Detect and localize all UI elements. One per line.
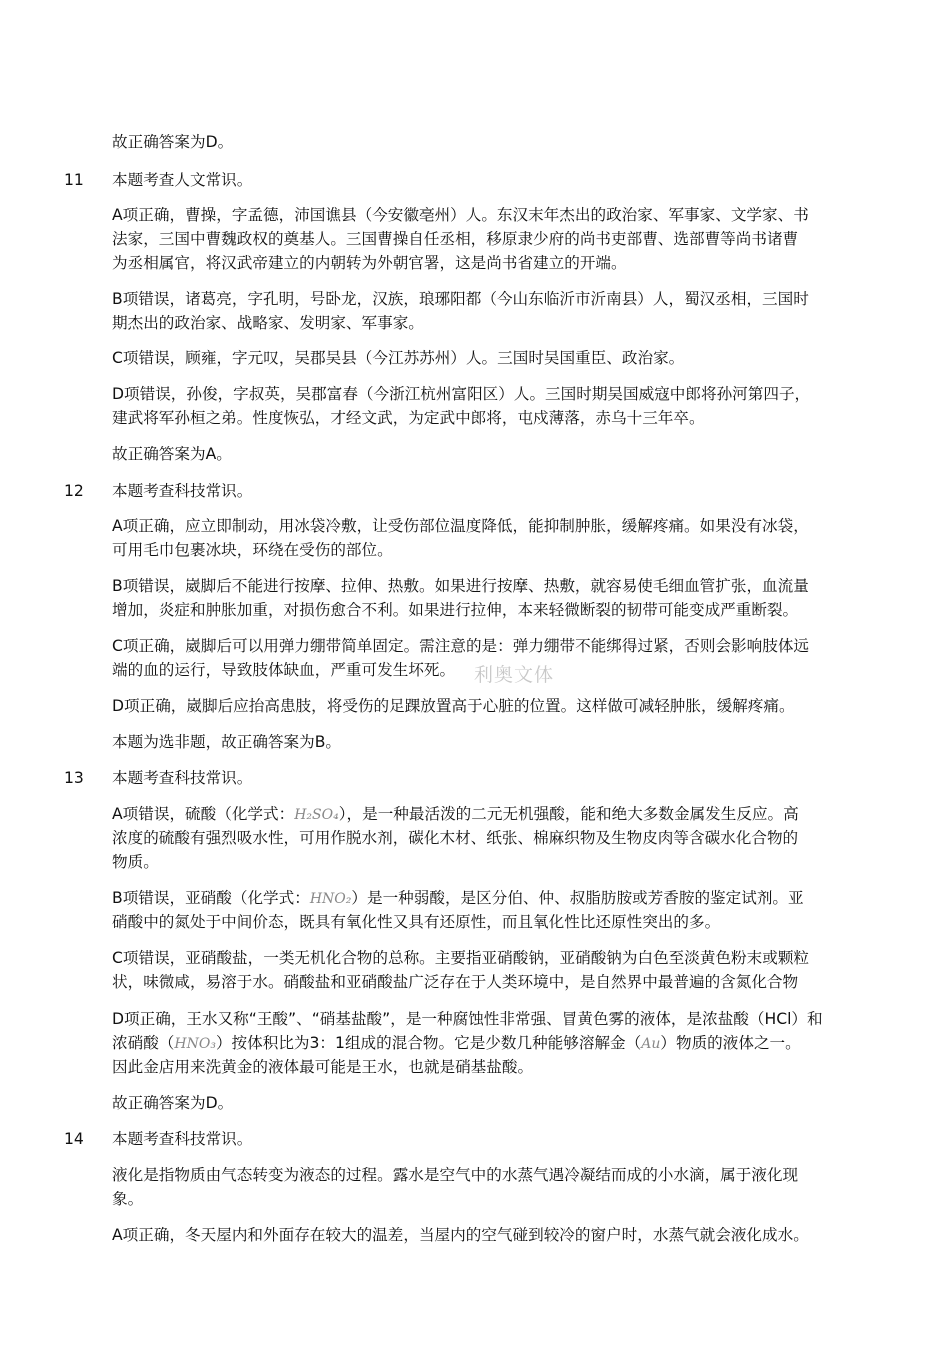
q13-d-line3: 因此金店用来洗黄金的液体最可能是王水，也就是硝基盐酸。 (112, 1058, 534, 1076)
question-number-12: 12 (64, 482, 84, 500)
q12-d-line1: D项正确，崴脚后应抬高患肢，将受伤的足踝放置高于心脏的位置。这样做可减轻肿胀，缓解疼痛。 (112, 697, 795, 715)
q14-p-line2: 象。 (112, 1190, 144, 1208)
q14-a-line1: A项正确，冬天屋内和外面存在较大的温差，当屋内的空气碰到较冷的窗户时，水蒸气就会液化成水。 (112, 1226, 809, 1244)
q13-answer: 故正确答案为D。 (112, 1094, 234, 1112)
prev-answer: 故正确答案为D。 (112, 133, 234, 151)
hno3-formula: HNO₃ (174, 1036, 216, 1052)
au-formula: Au (641, 1036, 661, 1052)
q12-c-line2: 端的血的运行，导致肢体缺血，严重可发生坏死。 (112, 661, 456, 679)
watermark: 利奥文体 (474, 664, 555, 686)
q13-d-line1: D项正确，王水又称“王酸”、“硝基盐酸”，是一种腐蚀性非常强、冒黄色雾的液体，是浓盐酸（HCl）和 (112, 1010, 823, 1028)
q13-c-line2: 状，味微咸，易溶于水。硝酸盐和亚硝酸盐广泛存在于人类环境中，是自然界中最普遍的含氮化合物 (112, 973, 799, 991)
q13-d-text-pre: 浓硝酸（ (112, 1034, 175, 1052)
question-number-14: 14 (64, 1130, 84, 1148)
q12-c-line1: C项正确，崴脚后可以用弹力绷带简单固定。需注意的是：弹力绷带不能绑得过紧，否则会影响肢体远 (112, 637, 810, 655)
q11-a-line2: 法家，三国中曹魏政权的奠基人。三国曹操自任丞相，移原隶少府的尚书吏部曹、选部曹等尚书诸曹 (112, 230, 799, 248)
q11-answer: 故正确答案为A。 (112, 445, 232, 463)
q12-b-line1: B项错误，崴脚后不能进行按摩、拉伸、热敷。如果进行按摩、热敷，就容易使毛细血管扩张，血流量 (112, 577, 809, 595)
hno2-formula: HNO₂ (309, 891, 352, 907)
q11-b-line1: B项错误，诸葛亮，字孔明，号卧龙，汉族，琅琊阳都（今山东临沂市沂南县）人，蜀汉丞相，三国时 (112, 290, 809, 308)
q11-intro: 本题考查人文常识。 (112, 171, 253, 189)
q11-a-line3: 为丞相属官，将汉武帝建立的内朝转为外朝官署，这是尚书省建立的开端。 (112, 254, 627, 272)
question-number-11: 11 (64, 171, 84, 189)
q13-d-text-mid: ）按体积比为3：1组成的混合物。它是少数几种能够溶解金（ (215, 1034, 642, 1052)
q13-d-text-post: ）物质的液体之一。 (660, 1034, 801, 1052)
q13-a-text-pre: A项错误，硫酸（化学式： (112, 805, 295, 823)
q12-answer: 本题为选非题，故正确答案为B。 (112, 733, 342, 751)
q12-a-line1: A项正确，应立即制动，用冰袋冷敷，让受伤部位温度降低，能抑制肿胀，缓解疼痛。如果没有冰袋， (112, 517, 809, 535)
q13-c-line1: C项错误，亚硝酸盐，一类无机化合物的总称。主要指亚硝酸钠，亚硝酸钠为白色至淡黄色粉末或颗粒 (112, 949, 810, 967)
q14-p-line1: 液化是指物质由气态转变为液态的过程。露水是空气中的水蒸气遇冷凝结而成的小水滴，属于液化现 (112, 1166, 799, 1184)
q13-a-text-post: ），是一种最活泼的二元无机强酸，能和绝大多数金属发生反应。高 (338, 805, 799, 823)
q13-b-line1 (112, 886, 804, 911)
q13-a-line3: 物质。 (112, 853, 159, 871)
q12-b-line2: 增加，炎症和肿胀加重，对损伤愈合不利。如果进行拉伸，本来轻微断裂的韧带可能变成严重断裂。 (112, 601, 799, 619)
q11-c-line1: C项错误，顾雍，字元叹，吴郡吴县（今江苏苏州）人。三国时吴国重臣、政治家。 (112, 349, 685, 367)
q14-intro: 本题考查科技常识。 (112, 1130, 253, 1148)
q11-a-line1: A项正确，曹操，字孟德，沛国谯县（今安徽亳州）人。东汉末年杰出的政治家、军事家、文学家、书 (112, 206, 809, 224)
q11-d-line1: D项错误，孙俊，字叔英，吴郡富春（今浙江杭州富阳区）人。三国时期吴国威寇中郎将孙河第四子， (112, 385, 811, 403)
q13-a-line2: 浓度的硫酸有强烈吸水性，可用作脱水剂，碳化木材、纸张、棉麻织物及生物皮肉等含碳水化合物的 (112, 829, 799, 847)
q13-intro: 本题考查科技常识。 (112, 769, 253, 787)
q13-b-text-pre: B项错误，亚硝酸（化学式： (112, 889, 310, 907)
q13-b-text-post: ）是一种弱酸，是区分伯、仲、叔脂肪胺或芳香胺的鉴定试剂。亚 (351, 889, 804, 907)
q13-a-line1 (112, 802, 799, 827)
q11-b-line2: 期杰出的政治家、战略家、发明家、军事家。 (112, 314, 424, 332)
q13-b-line2: 硝酸中的氮处于中间价态，既具有氧化性又具有还原性，而且氧化性比还原性突出的多。 (112, 913, 721, 931)
q13-d-line2 (112, 1031, 801, 1056)
q12-a-line2: 可用毛巾包裹冰块，环绕在受伤的部位。 (112, 541, 393, 559)
q12-intro: 本题考查科技常识。 (112, 482, 253, 500)
h2so4-formula: H₂SO₄ (294, 807, 339, 823)
question-number-13: 13 (64, 769, 84, 787)
q11-d-line2: 建武将军孙桓之弟。性度恢弘，才经文武，为定武中郎将，屯戍薄落，赤乌十三年卒。 (112, 409, 705, 427)
